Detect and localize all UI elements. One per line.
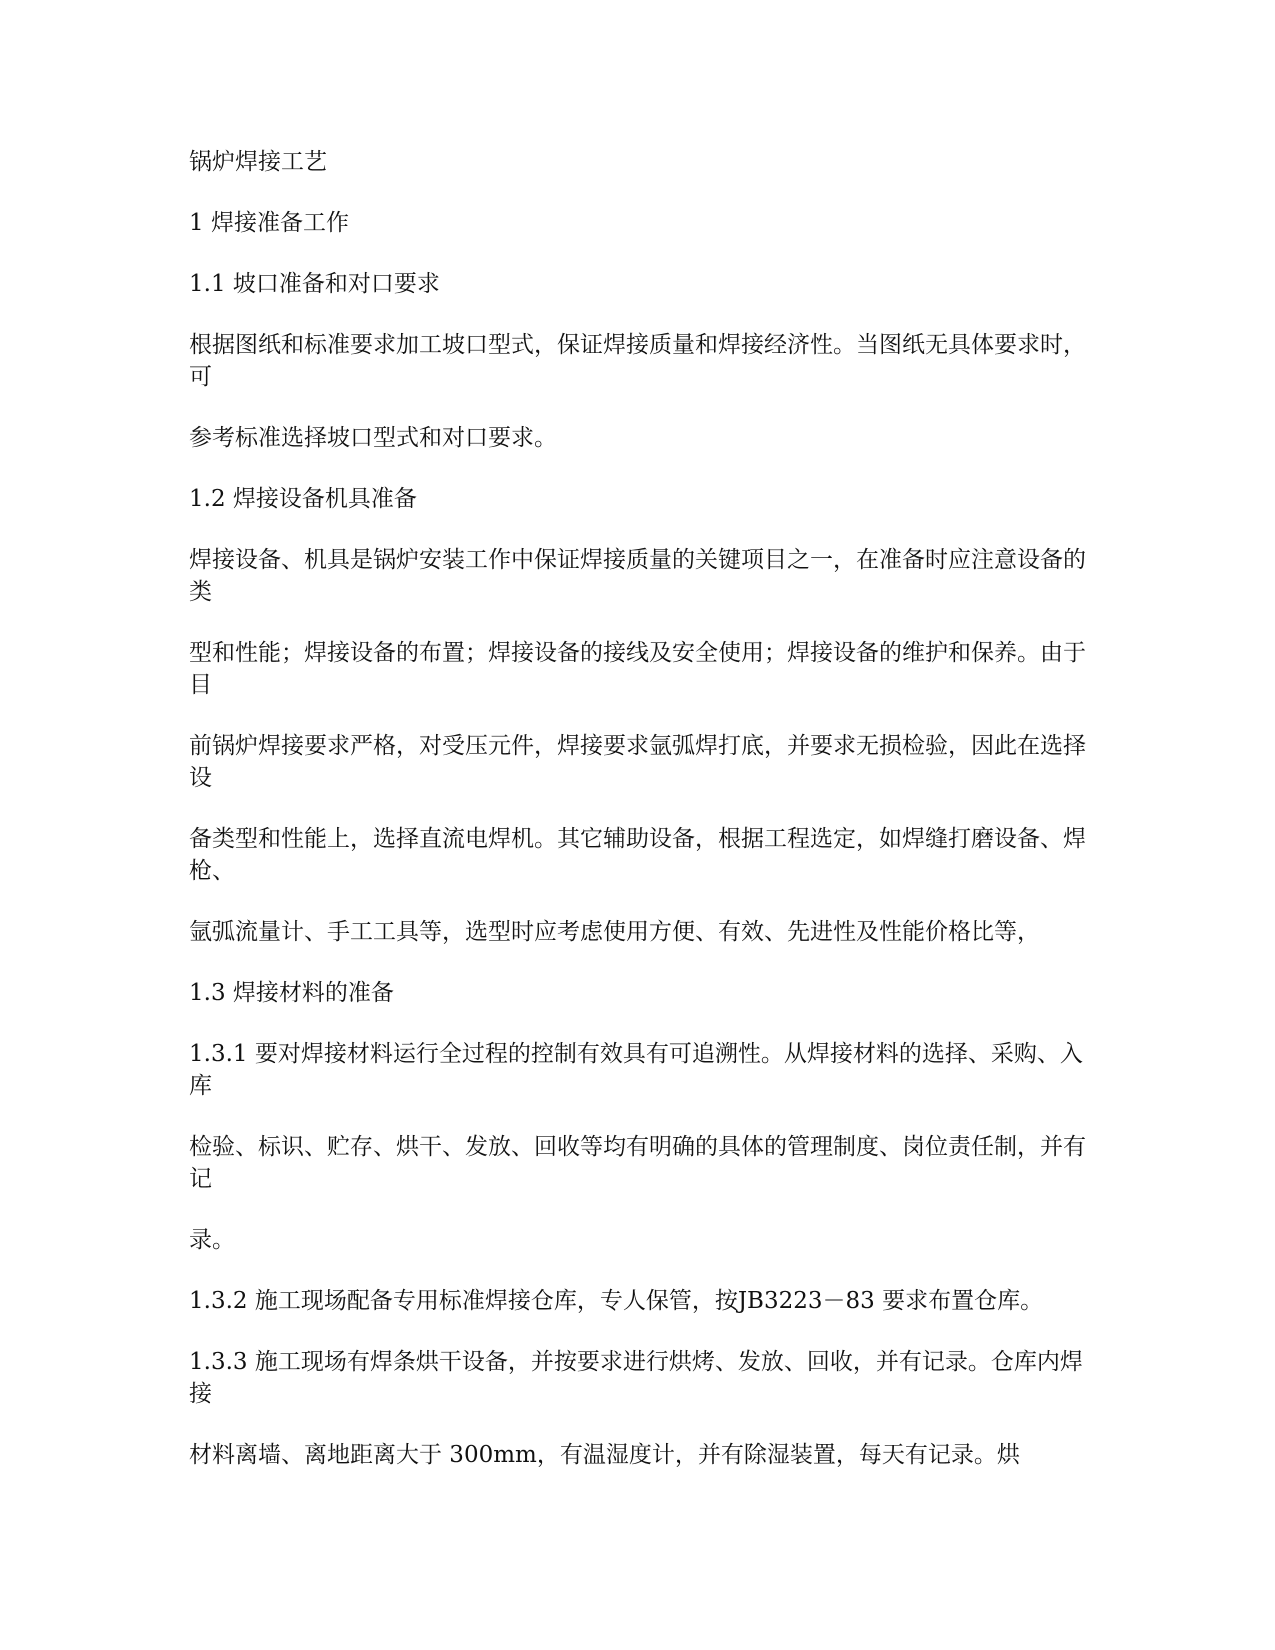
body-paragraph: 焊接设备、机具是锅炉安装工作中保证焊接质量的关键项目之一，在准备时应注意设备的类 (189, 547, 1086, 605)
body-paragraph: 1.3.1 要对焊接材料运行全过程的控制有效具有可追溯性。从焊接材料的选择、采购、入库 (189, 1041, 1083, 1099)
body-paragraph: 氩弧流量计、手工工具等，选型时应考虑使用方便、有效、先进性及性能价格比等， (189, 919, 1040, 945)
subsection-heading-1-2: 1.2 焊接设备机具准备 (189, 486, 417, 512)
document-body (189, 146, 1089, 1500)
body-paragraph: 型和性能；焊接设备的布置；焊接设备的接线及安全使用；焊接设备的维护和保养。由于目 (189, 640, 1086, 698)
body-paragraph: 材料离墙、离地距离大于 300mm，有温湿度计，并有除湿装置，每天有记录。烘 (189, 1442, 1020, 1468)
body-paragraph: 备类型和性能上，选择直流电焊机。其它辅助设备，根据工程选定，如焊缝打磨设备、焊枪、 (189, 826, 1086, 884)
document-title: 锅炉焊接工艺 (189, 149, 327, 175)
subsection-heading-1-3: 1.3 焊接材料的准备 (189, 980, 394, 1006)
section-heading-1: 1 焊接准备工作 (189, 210, 349, 236)
subsection-heading-1-1: 1.1 坡口准备和对口要求 (189, 271, 440, 297)
body-paragraph: 1.3.2 施工现场配备专用标准焊接仓库，专人保管，按JB3223－83 要求布置仓库。 (189, 1288, 1044, 1314)
body-paragraph: 参考标准选择坡口型式和对口要求。 (189, 425, 557, 451)
body-paragraph: 根据图纸和标准要求加工坡口型式，保证焊接质量和焊接经济性。当图纸无具体要求时，可 (189, 332, 1086, 390)
body-paragraph: 录。 (189, 1227, 235, 1253)
body-paragraph: 1.3.3 施工现场有焊条烘干设备，并按要求进行烘烤、发放、回收，并有记录。仓库内焊接 (189, 1349, 1083, 1407)
body-paragraph: 前锅炉焊接要求严格，对受压元件，焊接要求氩弧焊打底，并要求无损检验，因此在选择设 (189, 733, 1086, 791)
body-paragraph: 检验、标识、贮存、烘干、发放、回收等均有明确的具体的管理制度、岗位责任制，并有记 (189, 1134, 1086, 1192)
